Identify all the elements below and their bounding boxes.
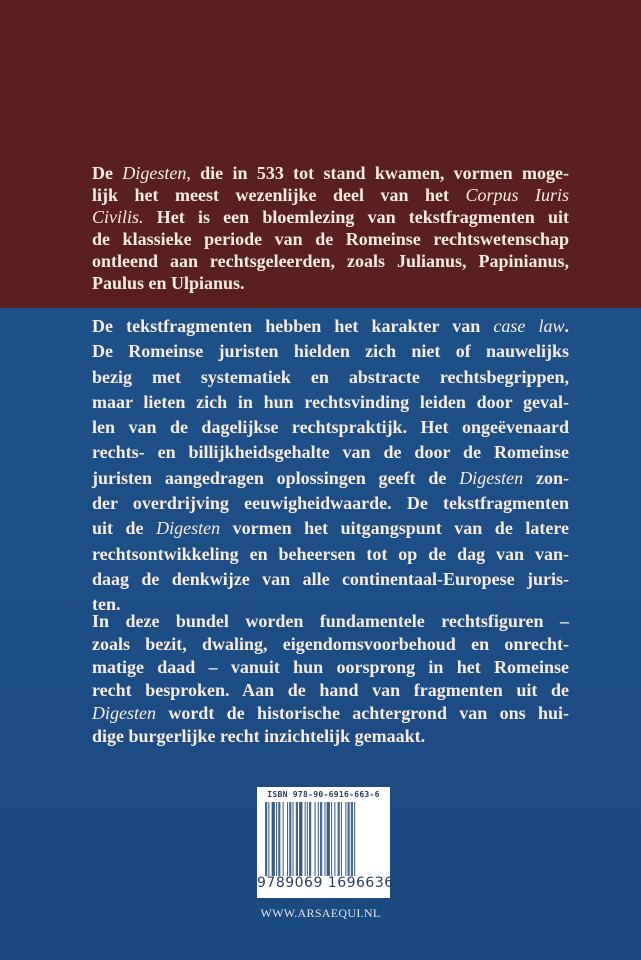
text-line: [92, 440, 569, 465]
text-line: [92, 610, 569, 633]
text-line: [92, 415, 569, 440]
barcode-bar: [354, 802, 355, 876]
paragraph-case-law: [92, 314, 569, 618]
italic-term: Digesten: [459, 467, 524, 488]
barcode-bar: [305, 802, 306, 876]
barcode-bar: [338, 802, 340, 876]
barcode-bar: [309, 802, 311, 876]
paragraph-bundle: [92, 610, 569, 748]
text-segment: juristen aangedragen oplossingen geeft de: [92, 467, 460, 488]
text-line: [92, 206, 569, 228]
text-segment: ontleend aan rechtsgeleerden, zoals Julianus, Papinianus,: [92, 251, 569, 271]
text-segment: zon-: [523, 467, 570, 488]
text-line: [92, 656, 569, 679]
text-line: [92, 339, 569, 364]
text-segment: rechts- en billijkheidsgehalte van de door de Romeinse: [92, 442, 569, 463]
text-segment: daag de denkwijze van alle continentaal-Europese juris-: [92, 568, 569, 589]
text-line: [92, 250, 569, 272]
barcode-bar: [320, 802, 322, 876]
text-segment: matige daad – vanuit hun oorsprong in het Romeinse: [92, 657, 569, 677]
text-line: [92, 702, 569, 725]
text-line: [92, 365, 569, 390]
barcode-bar: [324, 802, 325, 876]
barcode-digits: 9789069 1696636: [257, 875, 394, 891]
barcode-bar: [276, 802, 277, 876]
text-line: [92, 491, 569, 516]
text-segment: bezig met systematiek en abstracte rechtsbegrippen,: [92, 366, 569, 387]
italic-term: Corpus Iuris: [465, 185, 569, 205]
publisher-url: WWW.ARSAEQUI.NL: [260, 906, 381, 920]
barcode-bar: [348, 802, 350, 876]
isbn-barcode: [257, 787, 394, 898]
text-segment: .: [564, 316, 569, 336]
text-line: [92, 542, 569, 567]
text-line: [92, 314, 569, 339]
barcode-bar: [345, 802, 346, 876]
barcode-bar: [318, 802, 319, 876]
barcode-bar: [351, 802, 353, 876]
text-line: [92, 228, 569, 250]
barcode-bar: [287, 802, 288, 876]
barcode-bar: [265, 802, 267, 876]
text-line: [92, 633, 569, 656]
barcode-bar: [283, 802, 284, 876]
text-line: [92, 679, 569, 702]
text-segment: dige burgerlijke recht inzichtelijk gemaakt.: [92, 726, 426, 746]
isbn-text: ISBN 978-90-6916-663-6: [267, 790, 380, 799]
text-line: [92, 272, 569, 294]
text-line: [92, 162, 569, 184]
text-segment: de klassieke periode van de Romeinse rechtswetenschap: [92, 229, 569, 249]
barcode-bar: [268, 802, 269, 876]
text-segment: maar lieten zich in hun rechtsvinding leiden door geval-: [92, 391, 569, 412]
text-segment: recht besproken. Aan de hand van fragmenten uit de: [92, 680, 569, 700]
text-line: [92, 516, 569, 541]
barcode-bars: [265, 802, 383, 876]
text-segment: lijk het meest wezenlijke deel van het: [92, 185, 466, 205]
text-segment: In deze bundel worden fundamentele rechtsfiguren –: [92, 611, 569, 631]
text-segment: Paulus en Ulpianus.: [92, 273, 245, 293]
italic-term: Digesten: [92, 703, 156, 723]
barcode-bar: [307, 802, 308, 876]
barcode-bar: [293, 802, 294, 876]
text-segment: De: [92, 163, 123, 183]
barcode-bar: [296, 802, 298, 876]
barcode-bar: [341, 802, 342, 876]
text-segment: der overdrijving eeuwigheidwaarde. De tekstfragmenten: [92, 493, 569, 514]
text-segment: Het is een bloemlezing van tekstfragmenten uit: [143, 207, 569, 227]
barcode-bar: [315, 802, 316, 876]
text-segment: uit de: [92, 518, 157, 539]
text-line: [92, 390, 569, 415]
barcode-bar: [331, 802, 332, 876]
text-segment: wordt de historische achtergrond van ons hui-: [155, 703, 569, 723]
text-segment: rechtsontwikkeling en beheersen tot op de dag van van-: [92, 543, 569, 564]
text-segment: ten.: [92, 594, 121, 615]
barcode-bar: [272, 802, 275, 876]
italic-term: case law: [493, 316, 565, 336]
text-segment: De tekstfragmenten hebben het karakter van: [92, 316, 494, 336]
text-segment: len van de dagelijkse rechtspraktijk. Het ongeëvenaard: [92, 417, 569, 438]
barcode-bar: [278, 802, 280, 876]
italic-term: Digesten,: [122, 163, 191, 183]
text-segment: die in 533 tot stand kwamen, vormen moge-: [190, 163, 569, 183]
italic-term: Civilis.: [92, 207, 144, 227]
barcode-bar: [327, 802, 330, 876]
barcode-bar: [289, 802, 291, 876]
text-segment: vormen het uitgangspunt van de latere: [220, 518, 569, 539]
text-line: [92, 466, 569, 491]
text-segment: De Romeinse juristen hielden zich niet of nauwelijks: [92, 341, 569, 362]
italic-term: Digesten: [156, 518, 221, 539]
text-line: [92, 184, 569, 206]
text-segment: zoals bezit, dwaling, eigendomsvoorbehoud en onrecht-: [92, 634, 569, 654]
text-line: [92, 725, 569, 748]
barcode-bar: [334, 802, 335, 876]
text-line: [92, 567, 569, 592]
barcode-bar: [299, 802, 302, 876]
paragraph-intro: [92, 162, 569, 294]
